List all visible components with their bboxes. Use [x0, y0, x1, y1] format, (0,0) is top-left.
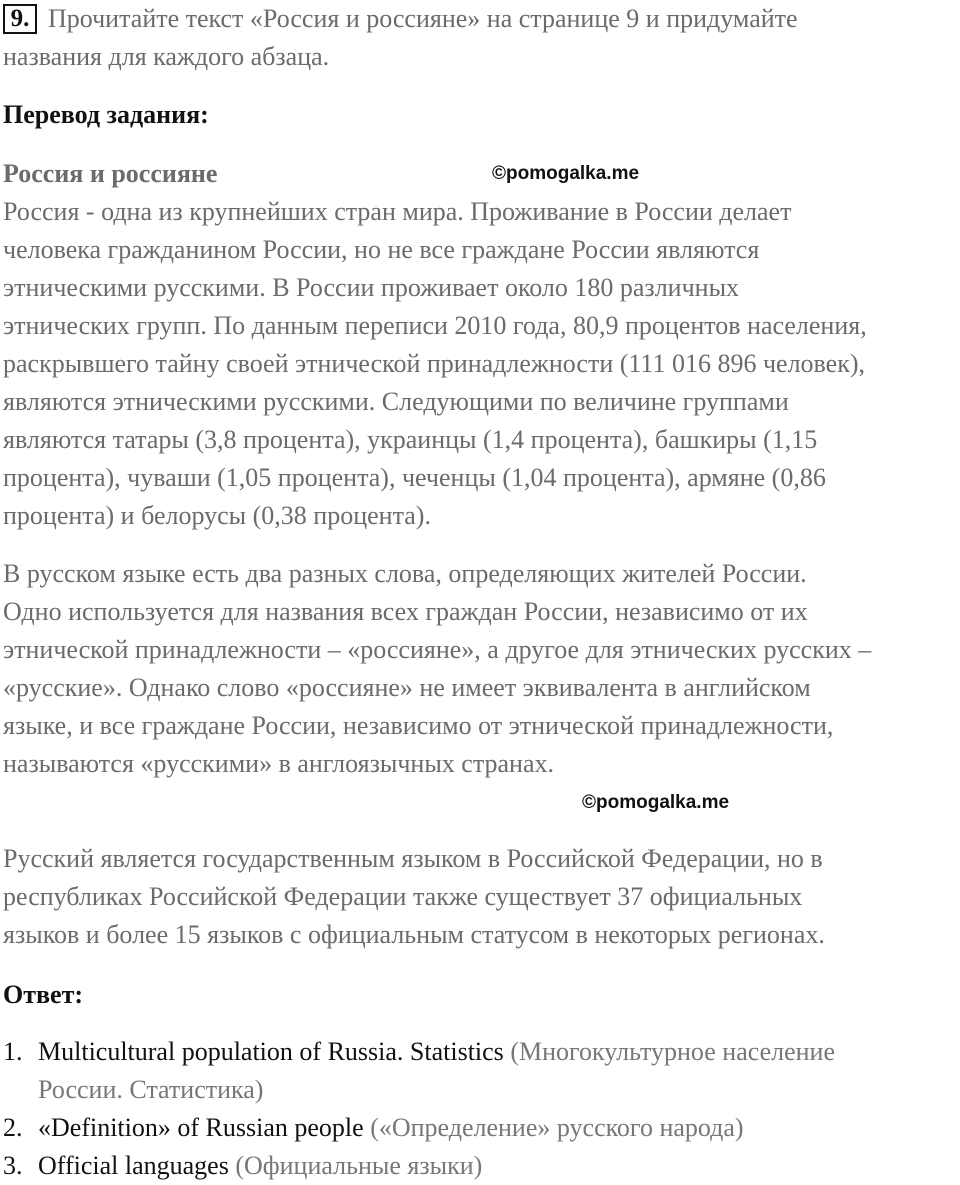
answer-translation: (Официальные языки) [235, 1151, 483, 1180]
paragraph-2-line: Одно используется для названия всех граждан России, независимо от их [3, 597, 808, 626]
paragraph-1-line: процента) и белорусы (0,38 процента). [3, 501, 431, 530]
task-number-box: 9. [3, 4, 37, 34]
paragraph-3-line: республиках Российской Федерации также существует 37 официальных [3, 882, 803, 911]
answer-item-2 [3, 1109, 744, 1147]
answer-number: 1. [3, 1037, 23, 1066]
watermark-middle: ©pomogalka.me [582, 792, 730, 813]
paragraph-2-line: этнической принадлежности – «россияне», а другое для этнических русских – [3, 635, 872, 664]
answer-item-1 [3, 1033, 835, 1071]
task-instruction-line-1: Прочитайте текст «Россия и россияне» на странице 9 и придумайте [48, 4, 798, 33]
answer-english: Official languages [38, 1151, 229, 1180]
paragraph-1-line: Россия - одна из крупнейших стран мира. Проживание в России делает [3, 197, 792, 226]
watermark-top: ©pomogalka.me [492, 163, 640, 184]
paragraph-1-line: этнических групп. По данным переписи 2010 года, 80,9 процентов населения, [3, 311, 867, 340]
paragraph-1-line: являются этническими русскими. Следующими по величине группами [3, 387, 789, 416]
answer-item-3 [3, 1147, 482, 1185]
text-title: Россия и россияне [3, 159, 218, 188]
paragraph-3-line: языков и более 15 языков с официальным статусом в некоторых регионах. [3, 920, 825, 949]
paragraph-2-line: В русском языке есть два разных слова, определяющих жителей России. [3, 559, 807, 588]
paragraph-1-line: этническими русскими. В России проживает около 180 различных [3, 273, 740, 302]
answer-translation-continued: России. Статистика) [38, 1075, 264, 1104]
paragraph-1-line: процента), чуваши (1,05 процента), чеченцы (1,04 процента), армяне (0,86 [3, 463, 826, 492]
answer-number: 3. [3, 1151, 23, 1180]
answer-translation: (Многокультурное население [510, 1037, 836, 1066]
translation-heading: Перевод задания: [3, 100, 209, 129]
paragraph-1-line: раскрывшего тайну своей этнической принадлежности (111 016 896 человек), [3, 349, 866, 378]
answer-number: 2. [3, 1113, 23, 1142]
paragraph-1-line: являются татары (3,8 процента), украинцы (1,4 процента), башкиры (1,15 [3, 425, 818, 454]
paragraph-3-line: Русский является государственным языком в Российской Федерации, но в [3, 844, 823, 873]
paragraph-2-line: называются «русскими» в англоязычных странах. [3, 749, 555, 778]
paragraph-2-line: «русские». Однако слово «россияне» не имеет эквивалента в английском [3, 673, 811, 702]
paragraph-2-line: языке, и все граждане России, независимо от этнической принадлежности, [3, 711, 834, 740]
answer-english: Multicultural population of Russia. Statistics [38, 1037, 504, 1066]
paragraph-1-line: человека гражданином России, но не все граждане России являются [3, 235, 760, 264]
task-instruction-line-2: названия для каждого абзаца. [3, 42, 330, 71]
answer-heading: Ответ: [3, 980, 84, 1009]
answer-translation: («Определение» русского народа) [370, 1113, 744, 1142]
answer-english: «Definition» of Russian people [38, 1113, 364, 1142]
